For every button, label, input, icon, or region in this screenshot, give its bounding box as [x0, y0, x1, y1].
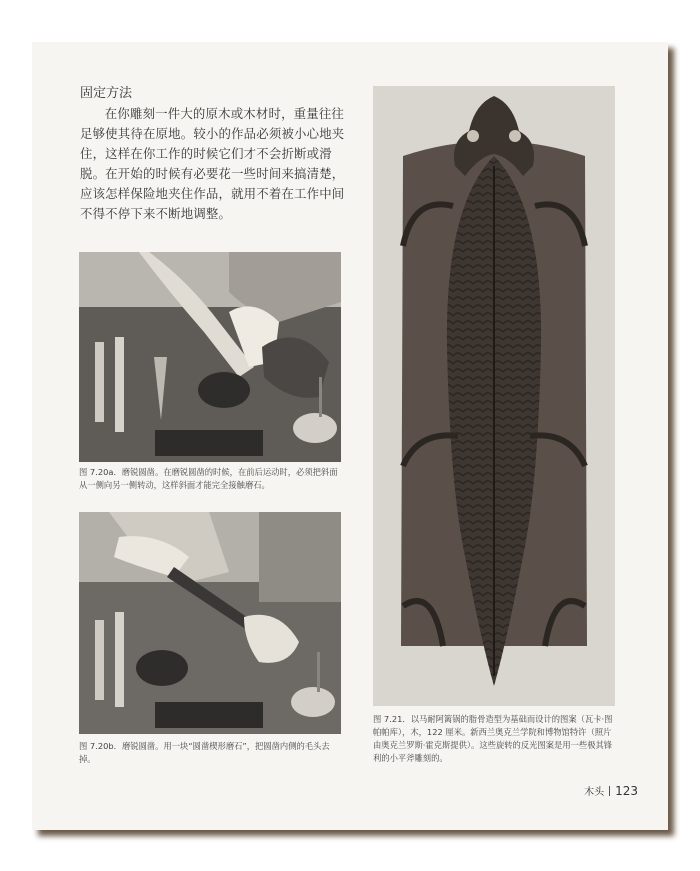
- figure-7-20a-photo: [79, 252, 341, 462]
- figure-7-21-photo: [373, 86, 615, 706]
- footer-section-label: 木头: [584, 787, 605, 798]
- footer-divider: [609, 786, 610, 796]
- figure-7-21-caption: 图 7.21．以马耐阿篱锅的脂骨造型为基础而设计的图案（瓦卡·图帕帕库），木，122 厘米。新西兰奥克兰学院和博物馆特许（照片由奥克兰罗斯·霍克斯提供）。这些旋转的反光图案是用一些极其锋利的小平斧雕刻的。: [373, 714, 613, 763]
- figure-7-20b-photo: [79, 512, 341, 734]
- body-paragraph: 在你雕刻一件大的原木或木材时，重量往往足够使其待在原地。较小的作品必须被小心地夹住，这样在你工作的时候它们才不会折断或滑脱。在开始的时候有必要花一些时间来搞清楚，应该怎样保险地夹住作品，就用不着在工作中间不得不停下来不断地调整。: [80, 106, 345, 221]
- figure-7-20a-caption: 图 7.20a．磨锐圆凿。在磨锐圆凿的时候，在前后运动时，必须把斜面从一侧向另一侧转动，这样斜面才能完全接触磨石。: [79, 467, 338, 490]
- figure-7-20b-caption: 图 7.20b．磨锐圆凿。用一块“圆凿楔形磨石”，把圆凿内侧的毛头去掉。: [79, 741, 330, 764]
- section-heading: 固定方法: [80, 86, 133, 101]
- page-footer: [584, 783, 638, 798]
- book-page: [32, 42, 668, 830]
- page-number: 123: [615, 784, 638, 798]
